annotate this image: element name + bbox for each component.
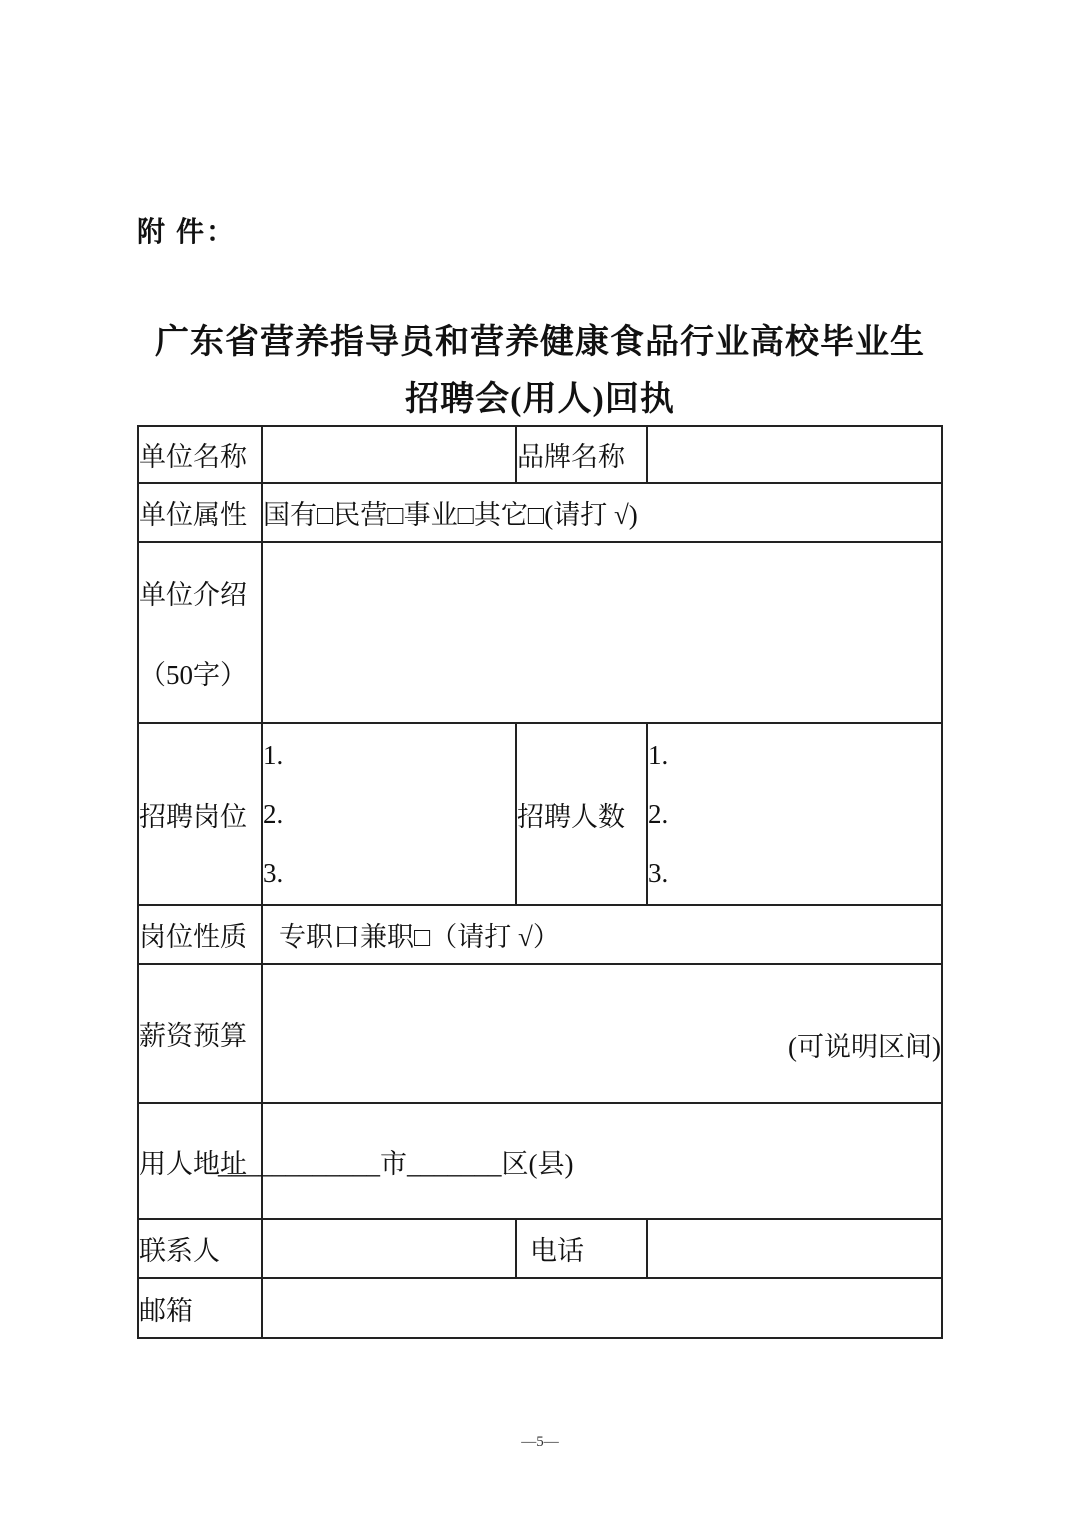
attachment-label: 附 件： — [137, 217, 237, 248]
row-positions — [138, 723, 942, 905]
row-email — [138, 1278, 942, 1338]
job-nature-checkbox-options: 专职口兼职□（请打 √） — [279, 922, 560, 952]
unit-name-label: 单位名称 — [138, 426, 262, 483]
job-nature-label: 岗位性质 — [138, 905, 262, 964]
row-unit-name — [138, 426, 942, 483]
row-salary — [138, 964, 942, 1103]
row-job-nature — [138, 905, 942, 964]
row-unit-intro — [138, 542, 942, 723]
row-contact — [138, 1219, 942, 1278]
headcount-label: 招聘人数 — [516, 723, 647, 905]
headcount-item-1: 1. — [648, 739, 669, 770]
phone-label: 电话 — [516, 1219, 647, 1278]
salary-value-cell — [262, 964, 942, 1103]
email-label: 邮箱 — [138, 1278, 262, 1338]
title-line-2: 招聘会(用人)回执 — [405, 381, 675, 418]
headcount-item-3: 3. — [648, 857, 669, 888]
address-value-cell — [218, 1103, 942, 1219]
row-address — [138, 1103, 942, 1219]
headcount-item-2: 2. — [648, 798, 669, 829]
document-title — [0, 314, 1080, 428]
address-template-text: ____________市_______区(县) — [218, 1148, 574, 1179]
position-item-3: 3. — [263, 857, 284, 888]
unit-intro-label-line1: 单位介绍 — [139, 580, 247, 610]
unit-intro-label-line2: （50字） — [139, 660, 247, 690]
headcount-list-cell — [647, 723, 942, 905]
brand-name-label: 品牌名称 — [516, 426, 647, 483]
position-item-1: 1. — [263, 739, 284, 770]
email-value-cell — [262, 1278, 942, 1338]
positions-label: 招聘岗位 — [138, 723, 262, 905]
unit-attribute-checkbox-options: 国有□民营□事业□其它□(请打 √) — [263, 500, 638, 530]
position-item-2: 2. — [263, 798, 284, 829]
row-unit-attribute — [138, 483, 942, 542]
unit-intro-value-cell — [262, 542, 942, 723]
unit-name-value-cell — [262, 426, 516, 483]
positions-list-cell — [262, 723, 516, 905]
page-number: —5— — [521, 1434, 559, 1450]
phone-value-cell — [647, 1219, 942, 1278]
unit-attribute-options-cell — [262, 483, 942, 542]
brand-name-value-cell — [647, 426, 942, 483]
unit-intro-label — [138, 542, 262, 723]
title-line-1: 广东省营养指导员和营养健康食品行业高校毕业生 — [155, 324, 925, 361]
job-nature-options-cell — [262, 905, 942, 964]
salary-label: 薪资预算 — [138, 964, 262, 1103]
salary-range-note: (可说明区间) — [788, 1032, 941, 1062]
contact-value-cell — [262, 1219, 516, 1278]
unit-attribute-label: 单位属性 — [138, 483, 262, 542]
receipt-form-table — [137, 425, 943, 1339]
address-label: 用人地址 — [138, 1103, 262, 1219]
contact-label: 联系人 — [138, 1219, 262, 1278]
